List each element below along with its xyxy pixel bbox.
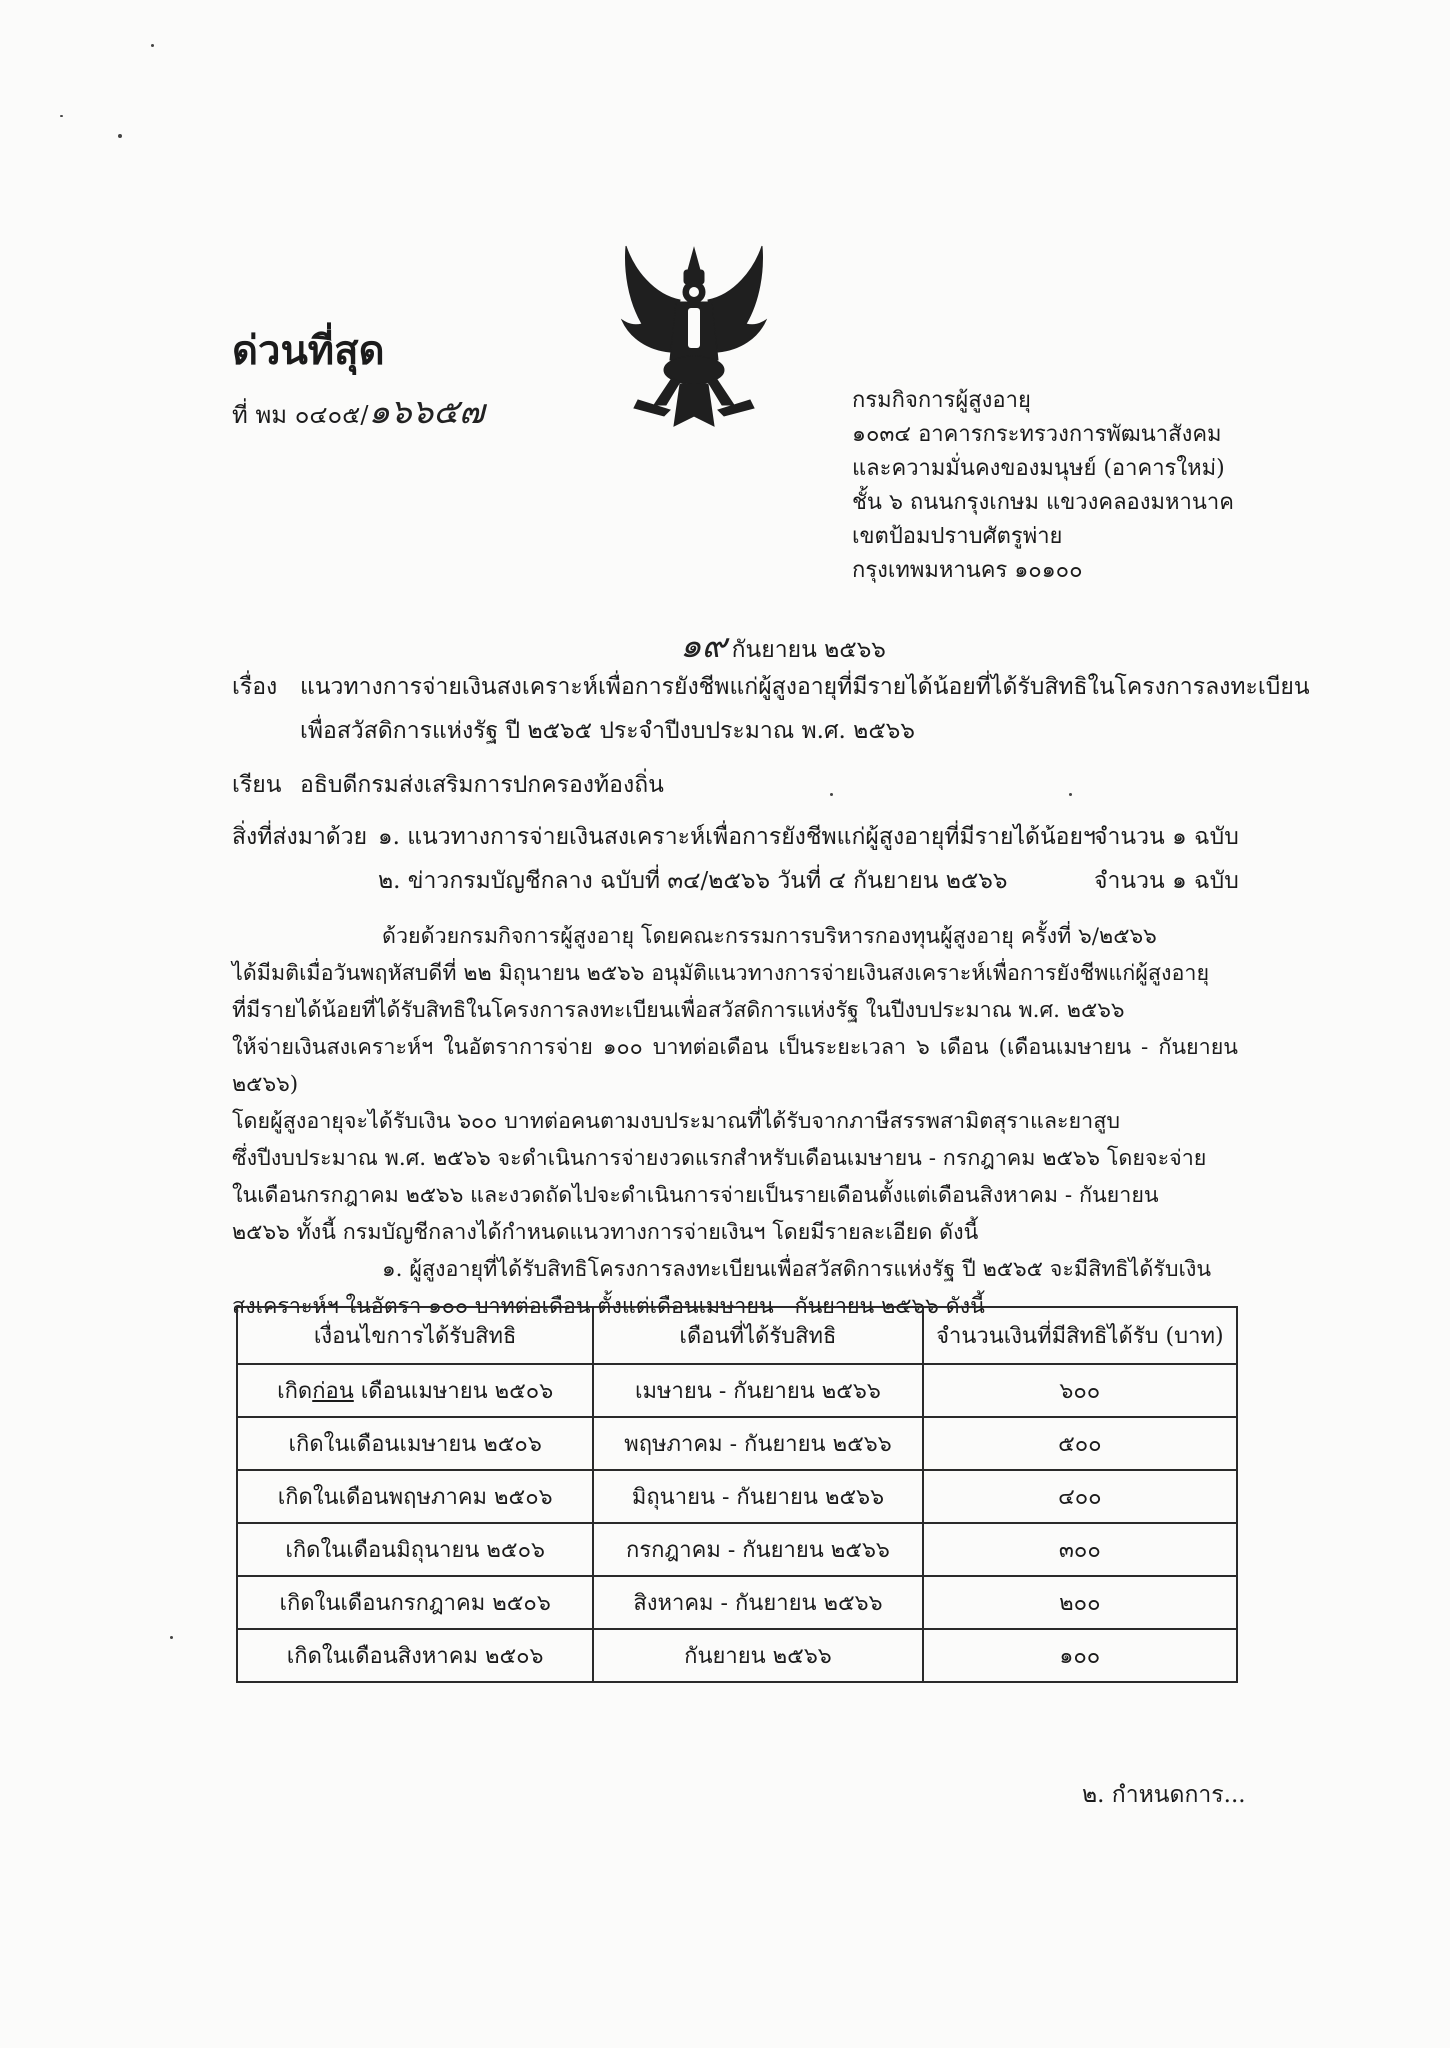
- body-line: ซึ่งปีงบประมาณ พ.ศ. ๒๕๖๖ จะดำเนินการจ่ายงวดแรกสำหรับเดือนเมษายน - กรกฎาคม ๒๕๖๖ โดยจะจ่าย: [232, 1146, 1207, 1171]
- months-cell: สิงหาคม - กันยายน ๒๕๖๖: [593, 1576, 922, 1629]
- body-line: ในเดือนกรกฎาคม ๒๕๖๖ และงวดถัดไปจะดำเนินการจ่ายเป็นรายเดือนตั้งแต่เดือนสิงหาคม - กันยายน: [232, 1183, 1159, 1208]
- column-header: เดือนที่ได้รับสิทธิ: [593, 1307, 922, 1364]
- underlined-word: ก่อน: [312, 1379, 354, 1404]
- months-cell: พฤษภาคม - กันยายน ๒๕๖๖: [593, 1417, 922, 1470]
- department-line: และความมั่นคงของมนุษย์ (อาคารใหม่): [852, 456, 1225, 481]
- condition-cell: เกิดในเดือนมิถุนายน ๒๕๐๖: [237, 1523, 593, 1576]
- amount-cell: ๓๐๐: [923, 1523, 1237, 1576]
- department-address: [852, 384, 1234, 588]
- salutation-recipient: อธิบดีกรมส่งเสริมการปกครองท้องถิ่น: [300, 772, 664, 798]
- column-header: เงื่อนไขการได้รับสิทธิ: [237, 1307, 593, 1364]
- condition-cell: เกิดในเดือนพฤษภาคม ๒๕๐๖: [237, 1470, 593, 1523]
- continuation-marker: ๒. กำหนดการ...: [1082, 1782, 1246, 1808]
- scan-speck: [118, 134, 122, 138]
- body-line: โดยผู้สูงอายุจะได้รับเงิน ๖๐๐ บาทต่อคนตามงบประมาณที่ได้รับจากภาษีสรรพสามิตสุราและยาสูบ: [232, 1109, 1120, 1134]
- enclosures-label: สิ่งที่ส่งมาด้วย: [232, 824, 368, 850]
- months-cell: กรกฎาคม - กันยายน ๒๕๖๖: [593, 1523, 922, 1576]
- reference-handwritten: ๑๖๖๕๗: [368, 392, 485, 432]
- body-line: ๒๕๖๖ ทั้งนี้ กรมบัญชีกลางได้กำหนดแนวทางการจ่ายเงินฯ โดยมีรายละเอียด ดังนี้: [232, 1220, 979, 1245]
- urgency-label: ด่วนที่สุด: [232, 328, 385, 374]
- department-line: เขตป้อมปราบศัตรูพ่าย: [852, 524, 1063, 549]
- subject-label: เรื่อง: [232, 674, 278, 700]
- scan-speck: [1069, 793, 1072, 796]
- department-line: กรมกิจการผู้สูงอายุ: [852, 388, 1031, 413]
- condition-cell: เกิดในเดือนสิงหาคม ๒๕๐๖: [237, 1629, 593, 1682]
- condition-cell: เกิดในเดือนเมษายน ๒๕๐๖: [237, 1417, 593, 1470]
- date-day-handwritten: ๑๙: [680, 626, 727, 666]
- scan-speck: [60, 115, 63, 117]
- enclosure-item: ๒. ข่าวกรมบัญชีกลาง ฉบับที่ ๓๔/๒๕๖๖ วันที่ ๔ กันยายน ๒๕๖๖: [378, 868, 1008, 894]
- months-cell: เมษายน - กันยายน ๒๕๖๖: [593, 1364, 922, 1417]
- table-header-row: [237, 1307, 1237, 1364]
- department-line: ๑๐๓๔ อาคารกระทรวงการพัฒนาสังคม: [852, 422, 1222, 447]
- table-row: [237, 1470, 1237, 1523]
- amount-cell: ๔๐๐: [923, 1470, 1237, 1523]
- reference-number: [232, 384, 484, 438]
- table-row: [237, 1417, 1237, 1470]
- salutation-label: เรียน: [232, 772, 282, 798]
- amount-cell: ๕๐๐: [923, 1417, 1237, 1470]
- enclosure-item: ๑. แนวทางการจ่ายเงินสงเคราะห์เพื่อการยังชีพแก่ผู้สูงอายุที่มีรายได้น้อยฯ: [378, 824, 1096, 850]
- reference-prefix: ที่ พม ๐๔๐๕/: [232, 401, 369, 429]
- subject-line-2: เพื่อสวัสดิการแห่งรัฐ ปี ๒๕๖๕ ประจำปีงบประมาณ พ.ศ. ๒๕๖๖: [300, 718, 915, 744]
- body-line: ด้วยด้วยกรมกิจการผู้สูงอายุ โดยคณะกรรมการบริหารกองทุนผู้สูงอายุ ครั้งที่ ๖/๒๕๖๖: [382, 924, 1157, 949]
- amount-cell: ๒๐๐: [923, 1576, 1237, 1629]
- scan-speck: [151, 44, 154, 47]
- body-paragraph: [232, 918, 1238, 1325]
- condition-cell: เกิดในเดือนกรกฎาคม ๒๕๐๖: [237, 1576, 593, 1629]
- date-month-year: กันยายน ๒๕๖๖: [731, 637, 886, 663]
- point-1-line: สงเคราะห์ฯ ในอัตรา ๑๐๐ บาทต่อเดือน ตั้งแต่เดือนเมษายน - กันยายน ๒๕๖๖ ดังนี้: [232, 1294, 985, 1319]
- garuda-emblem-icon: [614, 240, 774, 435]
- scan-speck: [830, 793, 833, 796]
- body-line: ได้มีมติเมื่อวันพฤหัสบดีที่ ๒๒ มิถุนายน ๒๕๖๖ อนุมัติแนวทางการจ่ายเงินสงเคราะห์เพื่อการยังชีพแก่ผู้สูงอายุ: [232, 961, 1210, 986]
- table-row: [237, 1629, 1237, 1682]
- subject-line-1: แนวทางการจ่ายเงินสงเคราะห์เพื่อการยังชีพแก่ผู้สูงอายุที่มีรายได้น้อยที่ได้รับสิทธิในโครงการลงทะเบียน: [300, 674, 1310, 700]
- table-row: [237, 1364, 1237, 1417]
- enclosure-quantity: จำนวน ๑ ฉบับ: [1094, 824, 1239, 850]
- body-line: ที่มีรายได้น้อยที่ได้รับสิทธิในโครงการลงทะเบียนเพื่อสวัสดิการแห่งรัฐ ในปีงบประมาณ พ.ศ. ๒๕๖๖: [232, 998, 1125, 1023]
- entitlement-table: [236, 1306, 1238, 1683]
- column-header: จำนวนเงินที่มีสิทธิได้รับ (บาท): [923, 1307, 1237, 1364]
- document-date: [680, 618, 886, 672]
- condition-cell: เกิดก่อน เดือนเมษายน ๒๕๐๖: [237, 1364, 593, 1417]
- months-cell: มิถุนายน - กันยายน ๒๕๖๖: [593, 1470, 922, 1523]
- point-1-line: ๑. ผู้สูงอายุที่ได้รับสิทธิโครงการลงทะเบียนเพื่อสวัสดิการแห่งรัฐ ปี ๒๕๖๕ จะมีสิทธิได้รับเงิน: [382, 1257, 1212, 1282]
- amount-cell: ๖๐๐: [923, 1364, 1237, 1417]
- scan-speck: [170, 1636, 173, 1639]
- body-line: ให้จ่ายเงินสงเคราะห์ฯ ในอัตราการจ่าย ๑๐๐ บาทต่อเดือน เป็นระยะเวลา ๖ เดือน (เดือนเมษายน - กันยายน ๒๕๖๖): [232, 1035, 1238, 1097]
- amount-cell: ๑๐๐: [923, 1629, 1237, 1682]
- enclosure-quantity: จำนวน ๑ ฉบับ: [1094, 868, 1239, 894]
- department-line: กรุงเทพมหานคร ๑๐๑๐๐: [852, 558, 1083, 583]
- table-row: [237, 1576, 1237, 1629]
- table-row: [237, 1523, 1237, 1576]
- months-cell: กันยายน ๒๕๖๖: [593, 1629, 922, 1682]
- department-line: ชั้น ๖ ถนนกรุงเกษม แขวงคลองมหานาค: [852, 490, 1234, 515]
